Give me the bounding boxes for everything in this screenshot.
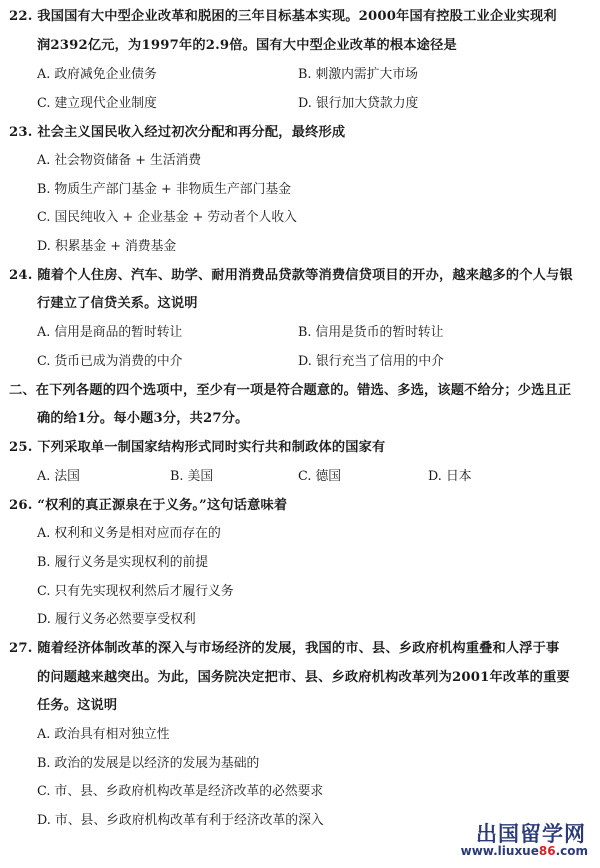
section2-instructions-line2: 确的给1分。每小题3分，共27分。 [37,411,249,426]
watermark-url-prefix: www.liuxue [460,844,539,858]
q27-option-a: A. 政治具有相对独立性 [37,727,170,742]
section2-instructions-line1: 二、在下列各题的四个选项中，至少有一项是符合题意的。错选、多选，该题不给分；少选且正 [9,383,572,398]
q22-option-a: A. 政府减免企业债务 [37,67,157,82]
q27-option-d: D. 市、县、乡政府机构改革有利于经济改革的深入 [37,813,324,828]
q24-option-a: A. 信用是商品的暂时转让 [37,325,183,340]
q23-option-c: C. 国民纯收入 + 企业基金 + 劳动者个人收入 [37,210,297,225]
q22-stem-line1: 22. 我国国有大中型企业改革和脱困的三年目标基本实现。2000年国有控股工业企业实现利 [9,9,557,24]
q25-option-a: A. 法国 [37,469,80,484]
q23-option-d: D. 积累基金 + 消费基金 [37,239,177,254]
watermark-url-suffix: .com [555,844,588,858]
q26-option-d: D. 履行义务必然要享受权利 [37,612,196,627]
q23-stem: 23. 社会主义国民收入经过初次分配和再分配，最终形成 [9,125,346,140]
watermark-url [461,844,588,858]
q26-option-a: A. 权利和义务是相对应而存在的 [37,526,221,541]
q25-option-b: B. 美国 [170,469,214,484]
q23-option-a: A. 社会物资储备 + 生活消费 [37,153,202,168]
q27-stem-line2: 的问题越来越突出。为此，国务院决定把市、县、乡政府机构改革列为2001年改革的重要 [37,670,570,685]
q22-stem-line2: 润2392亿元，为1997年的2.9倍。国有大中型企业改革的根本途径是 [37,38,457,53]
q27-stem-line3: 任务。这说明 [37,698,118,713]
q25-option-d: D. 日本 [428,469,472,484]
q27-stem-line1: 27. 随着经济体制改革的深入与市场经济的发展，我国的市、县、乡政府机构重叠和人浮于事 [9,641,560,656]
q27-option-b: B. 政治的发展是以经济的发展为基础的 [37,756,260,771]
q25-stem: 25. 下列采取单一制国家结构形式同时实行共和制政体的国家有 [9,440,386,455]
q26-option-b: B. 履行义务是实现权利的前提 [37,555,209,570]
q26-option-c: C. 只有先实现权利然后才履行义务 [37,584,234,599]
q24-stem-line2: 行建立了信贷关系。这说明 [37,296,198,311]
q24-option-b: B. 信用是货币的暂时转让 [298,325,444,340]
q26-stem: 26. “权利的真正源泉在于义务。”这句话意味着 [9,498,288,513]
q24-option-c: C. 货币已成为消费的中介 [37,354,183,369]
q24-option-d: D. 银行充当了信用的中介 [298,354,444,369]
q23-option-b: B. 物质生产部门基金 + 非物质生产部门基金 [37,182,291,197]
q24-stem-line1: 24. 随着个人住房、汽车、助学、耐用消费品贷款等消费信贷项目的开办，越来越多的个人与银 [9,268,573,283]
site-watermark [442,818,592,862]
q22-option-d: D. 银行加大贷款力度 [298,96,419,111]
q22-option-c: C. 建立现代企业制度 [37,96,157,111]
q25-option-c: C. 德国 [298,469,342,484]
q22-option-b: B. 刺激内需扩大市场 [298,67,418,82]
watermark-url-highlight: 86 [538,844,556,858]
watermark-title: 出国留学网 [476,822,586,846]
q27-option-c: C. 市、县、乡政府机构改革是经济改革的必然要求 [37,784,324,799]
